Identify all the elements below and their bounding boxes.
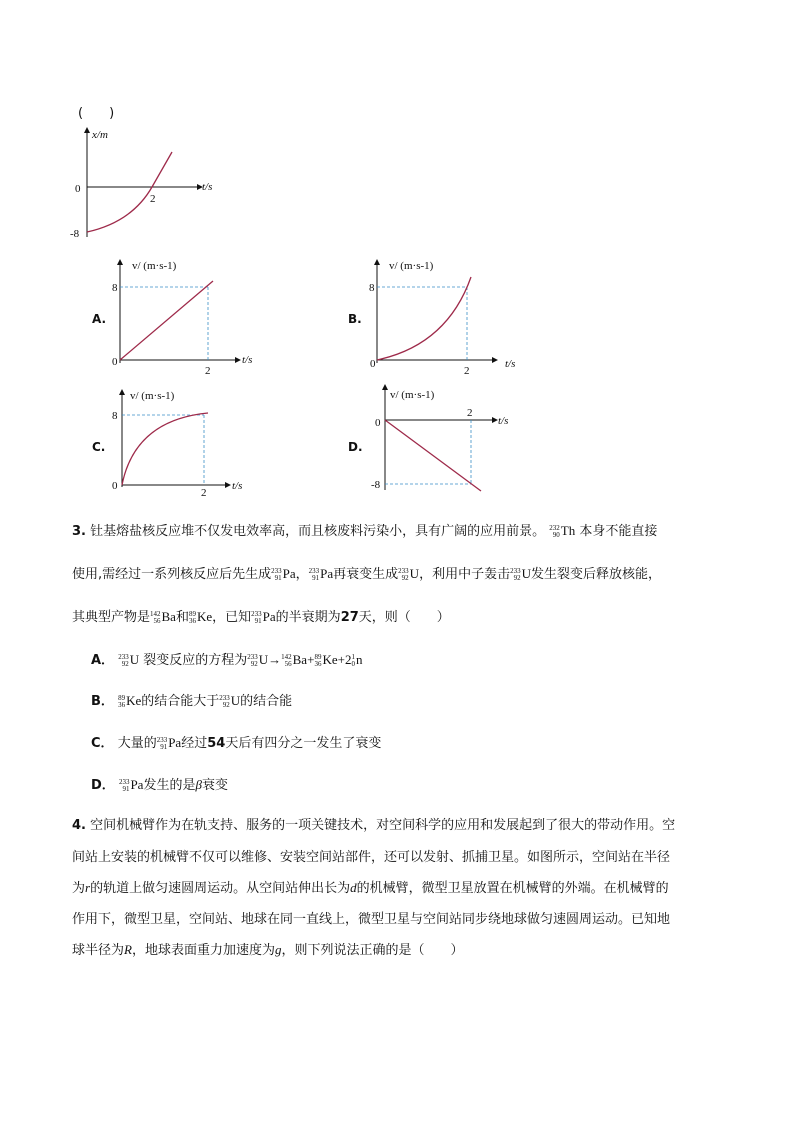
q4-line-5 <box>72 939 464 958</box>
nuclide-ba: 142 56 Ba <box>281 652 308 668</box>
graph-b-tick-x: 2 <box>464 365 470 377</box>
graph-d-tick-top: 0 <box>375 417 381 429</box>
nuclide-u: 233 92 U <box>247 652 269 668</box>
graph-a-tick-top: 8 <box>112 282 118 294</box>
graph-a-tick-origin: 0 <box>112 356 118 368</box>
q3-number: 3. <box>72 524 86 539</box>
q2-option-c-label[interactable]: C. <box>92 440 106 454</box>
nuclide-pa: 233 91 Pa <box>251 609 276 625</box>
q2-option-b-label[interactable]: B. <box>348 312 362 326</box>
q4-text: 为 <box>72 881 86 896</box>
q3-option-b[interactable] <box>91 690 292 709</box>
q3-option-label: B． <box>91 694 114 709</box>
graph-d-tick-x: 2 <box>467 407 473 419</box>
graph-d-tick-bottom: -8 <box>371 479 381 491</box>
q3-text: 钍基熔盐核反应堆不仅发电效率高，而且核废料污染小，具有广阔的应用前景。 <box>90 524 546 539</box>
graph-a <box>110 255 270 380</box>
q3-text: 发生裂变后释放核能， <box>530 567 661 582</box>
graph-a-curve <box>120 281 213 360</box>
xt-tick-x: 2 <box>150 193 156 205</box>
q4-line-4 <box>72 908 670 927</box>
q3-option-label: C． <box>91 736 114 751</box>
nuclide-pa: 233 91 Pa <box>271 566 296 582</box>
graph-a-tick-x: 2 <box>205 365 211 377</box>
q2-option-a-label[interactable]: A. <box>92 312 107 326</box>
graph-b-ylabel: v/ (m·s-1) <box>389 260 434 272</box>
plus-sign: +2 <box>337 652 352 667</box>
graph-c-xlabel: t/s <box>232 480 243 492</box>
nuclide-th: 232 90 Th <box>549 523 576 539</box>
graph-b <box>367 255 527 380</box>
q3-halflife: 27 <box>340 610 359 625</box>
q3-option-text: 经过 <box>181 736 208 751</box>
q3-text: ， <box>295 567 309 582</box>
graph-c-tick-x: 2 <box>201 487 207 499</box>
graph-c-tick-top: 8 <box>112 410 118 422</box>
q3-option-text: 发生的是 <box>143 778 196 793</box>
var-g: g <box>274 942 282 957</box>
q3-option-text: 的结合能 <box>240 694 293 709</box>
q4-number: 4. <box>72 818 86 833</box>
xt-xlabel: t/s <box>202 181 213 193</box>
nuclide-u: 233 92 U <box>219 693 241 709</box>
nuclide-ba: 142 56 Ba <box>150 609 176 625</box>
nuclide-ke: 89 36 Ke <box>118 693 142 709</box>
q3-text: 使用,需经过一系列核反应后先生成 <box>72 567 272 582</box>
q3-text: 其典型产物是 <box>72 610 151 625</box>
q4-text: 球半径为 <box>72 943 125 958</box>
graph-b-curve <box>377 277 471 360</box>
graph-c-tick-origin: 0 <box>112 480 118 492</box>
graph-d-curve <box>385 420 481 491</box>
q3-option-text: 衰变 <box>201 778 228 793</box>
q4-text: ，则下列说法正确的是（ ） <box>281 943 464 958</box>
graph-d-ylabel: v/ (m·s-1) <box>390 389 435 401</box>
nuclide-n: 1 0 n <box>351 652 363 668</box>
q3-line-3 <box>72 606 450 625</box>
q3-option-text: 天后有四分之一发生了衰变 <box>225 736 382 751</box>
graph-b-tick-origin: 0 <box>370 358 376 370</box>
q3-text: 和 <box>175 610 189 625</box>
beta-symbol: β <box>195 777 202 792</box>
q3-line-2 <box>72 563 661 582</box>
graph-c-curve <box>122 413 208 485</box>
q3-text: ，已知 <box>212 610 252 625</box>
q4-line-3 <box>72 877 669 896</box>
graph-d-xlabel: t/s <box>498 415 509 427</box>
var-R: R <box>124 942 132 957</box>
q3-text: ，利用中子轰击 <box>419 567 511 582</box>
graph-c <box>110 385 270 500</box>
q4-text: 间站上安装的机械臂不仅可以维修、安装空间站部件，还可以发射、抓捕卫星。如图所示，空间站在半径 <box>72 850 671 865</box>
nuclide-pa: 233 91 Pa <box>308 566 334 582</box>
nuclide-ke: 89 36 Ke <box>188 609 213 625</box>
q3-option-a[interactable] <box>91 649 362 668</box>
q4-line-1 <box>72 814 675 833</box>
var-r: r <box>85 880 91 895</box>
nuclide-u: 233 92 U <box>118 652 140 668</box>
graph-a-ylabel: v/ (m·s-1) <box>132 260 177 272</box>
graph-d <box>367 380 527 495</box>
q3-option-text: 大量的 <box>117 736 157 751</box>
q3-option-label: A． <box>91 653 115 668</box>
q3-option-label: D． <box>91 778 115 793</box>
q3-option-d[interactable] <box>91 774 228 793</box>
q3-option-c[interactable] <box>91 732 381 751</box>
q3-line-1 <box>72 520 657 539</box>
q4-line-2 <box>72 846 670 865</box>
graph-b-tick-top: 8 <box>369 282 375 294</box>
nuclide-u: 233 92 U <box>398 566 420 582</box>
xt-curve <box>87 152 172 232</box>
q3-text: 本身不能直接 <box>579 524 658 539</box>
q3-option-number: 54 <box>207 736 226 751</box>
q3-text: 的半衰期为 <box>275 610 341 625</box>
arrow-icon: → <box>268 652 282 667</box>
q4-text: 作用下，微型卫星，空间站、地球在同一直线上，微型卫星与空间站同步绕地球做匀速圆周运动。已知地 <box>72 912 671 927</box>
q4-text: 的轨道上做匀速圆周运动。从空间站伸出长为 <box>90 881 351 896</box>
q2-option-d-label[interactable]: D. <box>348 440 363 454</box>
xt-graph <box>62 122 232 247</box>
nuclide-pa: 233 91 Pa <box>118 777 144 793</box>
xt-tick-min: -8 <box>70 228 80 240</box>
var-d: d <box>350 880 357 895</box>
q4-text: ，地球表面重力加速度为 <box>131 943 275 958</box>
nuclide-pa: 233 91 Pa <box>156 735 182 751</box>
q4-text: 空间机械臂作为在轨支持、服务的一项关键技术，对空间科学的应用和发展起到了很大的带动作用。空 <box>90 818 676 833</box>
graph-c-ylabel: v/ (m·s-1) <box>130 390 175 402</box>
graph-a-xlabel: t/s <box>242 354 253 366</box>
q3-option-text: 的结合能大于 <box>141 694 220 709</box>
q3-text: 天，则（ ） <box>358 610 450 625</box>
plus-sign: + <box>307 652 315 667</box>
xt-ylabel: x/m <box>92 129 108 141</box>
q4-text: 的机械臂，微型卫星放置在机械臂的外端。在机械臂的 <box>356 881 669 896</box>
xt-tick-0: 0 <box>75 183 81 195</box>
nuclide-ke: 89 36 Ke <box>314 652 338 668</box>
q2-answer-paren: ( ) <box>78 106 115 121</box>
graph-b-xlabel: t/s <box>505 358 516 370</box>
nuclide-u: 233 92 U <box>510 566 531 582</box>
q3-option-text: 裂变反应的方程为 <box>143 653 248 668</box>
q3-text: 再衰变生成 <box>333 567 399 582</box>
